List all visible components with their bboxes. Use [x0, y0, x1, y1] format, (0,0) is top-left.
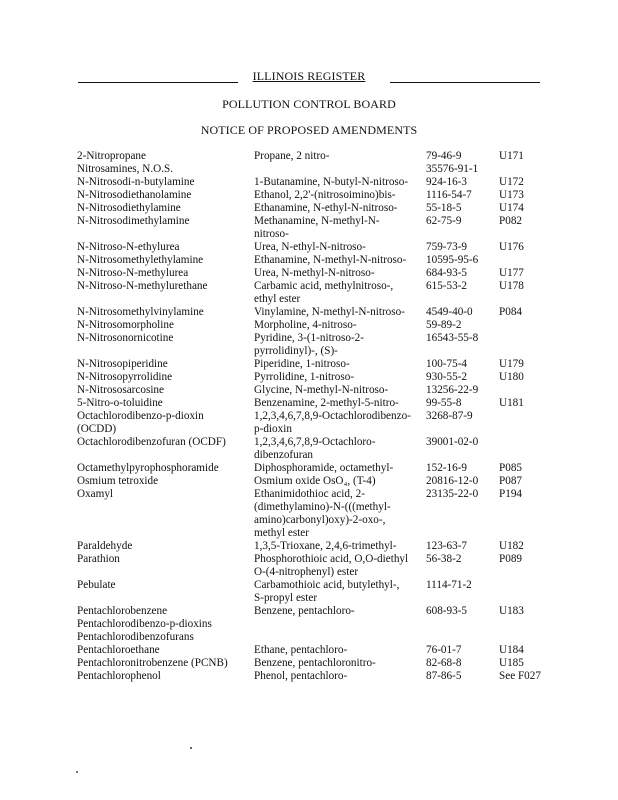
constituent-name	[77, 371, 253, 384]
constituent-name-line: Octachlorodibenzo-p-dioxin	[77, 410, 204, 422]
chemical-synonym	[254, 579, 419, 605]
cas-number: 99-55-8	[426, 397, 462, 409]
constituent-name	[77, 605, 253, 618]
cas-number: 10595-95-6	[426, 254, 479, 266]
chemical-synonym-line: Carbamothioic acid, butylethyl-,	[254, 579, 400, 591]
constituent-name	[77, 475, 253, 488]
constituent-name	[77, 631, 253, 644]
waste-code: U180	[499, 371, 524, 383]
cas-number: 3268-87-9	[426, 410, 473, 422]
chemical-synonym	[254, 540, 419, 553]
chemical-synonym	[254, 202, 419, 215]
constituent-name	[77, 384, 253, 397]
constituent-name-line: Pentachloronitrobenzene (PCNB)	[77, 657, 228, 669]
table-row	[77, 306, 557, 319]
constituent-name-line: N-Nitrosodiethylamine	[77, 202, 181, 214]
constituent-name-line: Osmium tetroxide	[77, 475, 159, 487]
chemical-synonym	[254, 488, 419, 540]
constituent-name-line: Oxamyl	[77, 488, 114, 500]
waste-code: U178	[499, 280, 524, 292]
cas-number: 615-53-2	[426, 280, 468, 292]
constituent-name-line: N-Nitrosomorpholine	[77, 319, 174, 331]
constituent-name-line: Pentachloroethane	[77, 644, 160, 656]
chemical-synonym-line: Urea, N-methyl-N-nitroso-	[254, 267, 375, 279]
chemical-synonym	[254, 553, 419, 579]
table-row	[77, 618, 557, 631]
chemical-synonym-line: 1,2,3,4,6,7,8,9-Octachlorodibenzo-	[254, 410, 411, 422]
table-row	[77, 332, 557, 358]
table-row	[77, 644, 557, 657]
table-row	[77, 371, 557, 384]
constituent-name	[77, 462, 253, 475]
cas-number: 759-73-9	[426, 241, 468, 253]
chemical-synonym	[254, 189, 419, 202]
chemical-synonym-line: Carbamic acid, methylnitroso-,	[254, 280, 394, 292]
table-row	[77, 553, 557, 579]
table-row	[77, 384, 557, 397]
constituent-name-line: N-Nitroso-N-ethylurea	[77, 241, 180, 253]
constituent-name-line: N-Nitrosomethylethylamine	[77, 254, 204, 266]
waste-code: U172	[499, 176, 524, 188]
constituent-name	[77, 176, 253, 189]
waste-code: U174	[499, 202, 524, 214]
cas-number: 1116-54-7	[426, 189, 472, 201]
constituent-name-line: Pebulate	[77, 579, 116, 591]
chemical-synonym-line: Phosphorothioic acid, O,O-diethyl	[254, 553, 409, 565]
cas-number: 1114-71-2	[426, 579, 472, 591]
chemical-synonym-line: dibenzofuran	[254, 449, 314, 461]
chemical-synonym-line: Ethanamine, N-ethyl-N-nitroso-	[254, 202, 398, 214]
waste-code: P082	[499, 215, 523, 227]
constituent-name-line: N-Nitrosonornicotine	[77, 332, 174, 344]
scan-speck	[76, 771, 78, 773]
constituent-name	[77, 202, 253, 215]
chemical-synonym-line: pyrrolidinyl)-, (S)-	[254, 345, 338, 357]
table-row	[77, 202, 557, 215]
chemical-synonym	[254, 306, 419, 319]
constituent-name-line: N-Nitrosodi-n-butylamine	[77, 176, 195, 188]
waste-code: U183	[499, 605, 524, 617]
chemical-synonym	[254, 475, 419, 488]
cas-number: 62-75-9	[426, 215, 462, 227]
table-row	[77, 267, 557, 280]
cas-number: 23135-22-0	[426, 488, 479, 500]
waste-code: U185	[499, 657, 524, 669]
chemical-synonym-line: S-propyl ester	[254, 592, 318, 604]
constituent-name	[77, 306, 253, 319]
register-title: ILLINOIS REGISTER	[252, 69, 366, 83]
chemical-synonym	[254, 358, 419, 371]
waste-code: P085	[499, 462, 523, 474]
chemical-synonym	[254, 280, 419, 306]
waste-code: U173	[499, 189, 524, 201]
chemical-synonym	[254, 410, 419, 436]
chemical-synonym	[254, 215, 419, 241]
chemical-synonym-line: Ethanimidothioc acid, 2-	[254, 488, 365, 500]
chemical-synonym-line: Ethanol, 2,2'-(nitrosoimino)bis-	[254, 189, 396, 201]
constituent-name-line: Paraldehyde	[77, 540, 133, 552]
table-row	[77, 254, 557, 267]
constituent-name	[77, 553, 253, 566]
cas-number: 608-93-5	[426, 605, 468, 617]
cas-number: 13256-22-9	[426, 384, 479, 396]
chemical-synonym-line: ethyl ester	[254, 293, 301, 305]
chemical-synonym	[254, 176, 419, 189]
chemical-synonym	[254, 657, 419, 670]
table-row	[77, 475, 557, 488]
constituent-name	[77, 657, 253, 670]
table-row	[77, 540, 557, 553]
constituent-name-line: N-Nitrososarcosine	[77, 384, 164, 396]
table-row	[77, 397, 557, 410]
constituent-name-line: N-Nitrosodiethanolamine	[77, 189, 192, 201]
constituent-name	[77, 670, 253, 683]
chemical-synonym-line: Ethanamine, N-methyl-N-nitroso-	[254, 254, 407, 266]
waste-code: U177	[499, 267, 524, 279]
constituent-name	[77, 241, 253, 254]
chemical-synonym-line: 1,2,3,4,6,7,8,9-Octachloro-	[254, 436, 376, 448]
constituent-name-line: N-Nitrosopiperidine	[77, 358, 168, 370]
constituent-name-line: 5-Nitro-o-toluidine	[77, 397, 163, 409]
chemical-synonym-line: Propane, 2 nitro-	[254, 150, 330, 162]
cas-number: 930-55-2	[426, 371, 468, 383]
chemical-synonym-line: Morpholine, 4-nitroso-	[254, 319, 357, 331]
cas-number: 16543-55-8	[426, 332, 479, 344]
constituent-name	[77, 644, 253, 657]
chemical-synonym	[254, 670, 419, 683]
cas-number: 100-75-4	[426, 358, 468, 370]
constituent-name	[77, 267, 253, 280]
waste-code: U182	[499, 540, 524, 552]
table-row	[77, 436, 557, 462]
table-row	[77, 605, 557, 618]
chemical-synonym	[254, 605, 419, 618]
waste-code: P084	[499, 306, 523, 318]
chemical-synonym	[254, 267, 419, 280]
cas-number: 35576-91-1	[426, 163, 479, 175]
constituent-name-line: Parathion	[77, 553, 120, 565]
cas-number: 4549-40-0	[426, 306, 473, 318]
board-title: POLLUTION CONTROL BOARD	[222, 97, 396, 111]
table-row	[77, 163, 557, 176]
chemical-synonym-line: Methanamine, N-methyl-N-	[254, 215, 380, 227]
waste-code: P087	[499, 475, 523, 487]
chemical-synonym-line: 1-Butanamine, N-butyl-N-nitroso-	[254, 176, 409, 188]
chemical-synonym	[254, 241, 419, 254]
constituent-name-line: 2-Nitropropane	[77, 150, 146, 162]
constituent-name	[77, 579, 253, 592]
waste-code: U179	[499, 358, 524, 370]
table-row	[77, 579, 557, 605]
waste-code: See F027	[499, 670, 541, 682]
constituent-name	[77, 150, 253, 163]
chemical-synonym-line: Phenol, pentachloro-	[254, 670, 348, 682]
cas-number: 123-63-7	[426, 540, 468, 552]
table-row	[77, 462, 557, 475]
table-row	[77, 488, 557, 540]
waste-code: P089	[499, 553, 523, 565]
constituent-name-line: N-Nitrosomethylvinylamine	[77, 306, 204, 318]
chemical-synonym	[254, 332, 419, 358]
chemical-synonym-line: methyl ester	[254, 527, 309, 539]
constituent-name	[77, 189, 253, 202]
chemical-synonym-line: Diphosphoramide, octamethyl-	[254, 462, 394, 474]
table-row	[77, 189, 557, 202]
chemical-synonym-line: amino)carbonyl)oxy)-2-oxo-,	[254, 514, 386, 526]
cas-number: 20816-12-0	[426, 475, 479, 487]
waste-code: U176	[499, 241, 524, 253]
table-row	[77, 358, 557, 371]
constituent-name	[77, 332, 253, 345]
chemical-synonym	[254, 371, 419, 384]
chemical-synonym	[254, 462, 419, 475]
cas-number: 87-86-5	[426, 670, 462, 682]
chemical-synonym-line: Piperidine, 1-nitroso-	[254, 358, 350, 370]
constituent-name-line: N-Nitrosodimethylamine	[77, 215, 190, 227]
chemical-synonym	[254, 384, 419, 397]
chemical-synonym-line: Benzenamine, 2-methyl-5-nitro-	[254, 397, 399, 409]
constituent-name-line: N-Nitrosopyrrolidine	[77, 371, 173, 383]
chemical-synonym-line: Benzene, pentachloro-	[254, 605, 355, 617]
chemical-synonym-line: Ethane, pentachloro-	[254, 644, 348, 656]
chemical-synonym	[254, 254, 419, 267]
constituent-name-line: Pentachlorodibenzofurans	[77, 631, 194, 643]
constituent-name	[77, 436, 253, 449]
cas-number: 152-16-9	[426, 462, 468, 474]
constituent-name	[77, 254, 253, 267]
waste-code: U171	[499, 150, 524, 162]
waste-code: U181	[499, 397, 524, 409]
chemical-synonym-line: Pyridine, 3-(1-nitroso-2-	[254, 332, 364, 344]
scan-speck	[190, 747, 192, 749]
cas-number: 924-16-3	[426, 176, 468, 188]
cas-number: 79-46-9	[426, 150, 462, 162]
chemical-synonym-line: Vinylamine, N-methyl-N-nitroso-	[254, 306, 405, 318]
constituent-name	[77, 488, 253, 501]
constituent-name	[77, 319, 253, 332]
table-row	[77, 631, 557, 644]
constituent-name-line: Pentachlorodibenzo-p-dioxins	[77, 618, 212, 630]
table-row	[77, 410, 557, 436]
cas-number: 684-93-5	[426, 267, 468, 279]
chemical-synonym	[254, 397, 419, 410]
notice-title: NOTICE OF PROPOSED AMENDMENTS	[200, 123, 418, 137]
chemical-synonym-line: Glycine, N-methyl-N-nitroso-	[254, 384, 389, 396]
constituent-name	[77, 618, 253, 631]
chemical-synonym-line: nitroso-	[254, 228, 289, 240]
chemical-synonym	[254, 436, 419, 462]
chemical-synonym	[254, 150, 419, 163]
table-row	[77, 657, 557, 670]
chemical-synonym	[254, 319, 419, 332]
cas-number: 55-18-5	[426, 202, 462, 214]
constituent-name-line: N-Nitroso-N-methylurethane	[77, 280, 208, 292]
chemical-synonym-line: Benzene, pentachloronitro-	[254, 657, 376, 669]
cas-number: 59-89-2	[426, 319, 462, 331]
constituent-name	[77, 280, 253, 293]
chemical-synonym-line: O-(4-nitrophenyl) ester	[254, 566, 359, 578]
constituent-name-line: Octamethylpyrophosphoramide	[77, 462, 219, 474]
constituent-name-line: N-Nitroso-N-methylurea	[77, 267, 189, 279]
chemical-synonym-line: p-dioxin	[254, 423, 292, 435]
table-row	[77, 150, 557, 163]
chemical-synonym-line: Osmium oxide OsO₄, (T-4)	[254, 475, 376, 487]
table-row	[77, 176, 557, 189]
constituent-name-line: (OCDD)	[77, 423, 117, 435]
cas-number: 39001-02-0	[426, 436, 479, 448]
constituent-name	[77, 215, 253, 228]
constituent-name	[77, 358, 253, 371]
constituent-name	[77, 397, 253, 410]
chemical-synonym-line: 1,3,5-Trioxane, 2,4,6-trimethyl-	[254, 540, 397, 552]
table-row	[77, 670, 557, 683]
constituent-name	[77, 410, 253, 436]
waste-code: P194	[499, 488, 523, 500]
constituent-name-line: Nitrosamines, N.O.S.	[77, 163, 174, 175]
table-row	[77, 280, 557, 306]
constituent-name-line: Pentachlorobenzene	[77, 605, 168, 617]
waste-code: U184	[499, 644, 524, 656]
cas-number: 76-01-7	[426, 644, 462, 656]
chemical-synonym-line: Urea, N-ethyl-N-nitroso-	[254, 241, 366, 253]
chemical-synonym-line: (dimethylamino)-N-(((methyl-	[254, 501, 391, 513]
table-row	[77, 215, 557, 241]
constituent-name	[77, 540, 253, 553]
table-row	[77, 241, 557, 254]
table-row	[77, 319, 557, 332]
constituent-name-line: Pentachlorophenol	[77, 670, 161, 682]
cas-number: 56-38-2	[426, 553, 462, 565]
chemical-synonym-line: Pyrrolidine, 1-nitroso-	[254, 371, 355, 383]
chemical-synonym	[254, 644, 419, 657]
cas-number: 82-68-8	[426, 657, 462, 669]
constituent-name	[77, 163, 253, 176]
constituent-name-line: Octachlorodibenzofuran (OCDF)	[77, 436, 226, 448]
